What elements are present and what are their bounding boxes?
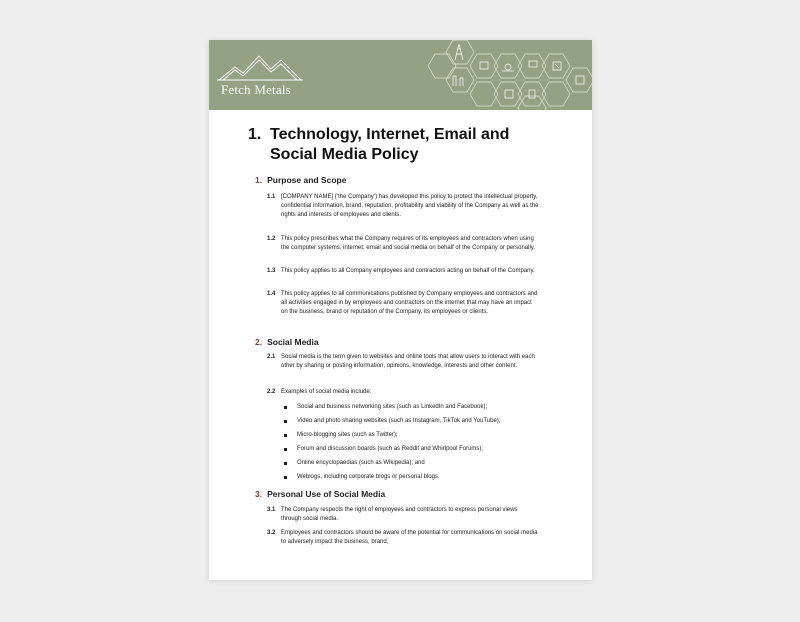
list-item [283, 417, 543, 425]
list-item [283, 403, 543, 411]
paragraph-text: The Company respects the right of employees and contractors to express personal views through social media. [281, 507, 518, 522]
paragraph-number: 3.1 [267, 507, 276, 513]
paragraph [267, 290, 539, 317]
bullet-icon [284, 420, 287, 423]
paragraph-number: 1.1 [267, 194, 276, 200]
brand-name: Fetch Metals [221, 82, 291, 97]
list-item-text: Social and business networking sites (such as LinkedIn and Facebook); [297, 404, 488, 410]
list-item [283, 445, 543, 453]
bullet-icon [284, 406, 287, 409]
list-item-text: Weblogs, including corporate blogs or personal blogs. [297, 474, 440, 480]
paragraph-number: 1.4 [267, 291, 276, 297]
paragraph-number: 3.2 [267, 530, 276, 536]
paragraph-text: This policy applies to all Company employees and contractors acting on behalf of the Company. [281, 268, 535, 274]
bullet-icon [284, 476, 287, 479]
paragraph-text: [COMPANY NAME] (‘the Company’) has developed this policy to protect the intellectual property, confidential information, brand, reputation, profitability and viability of the Company as well as the rights and interests of employees and clients. [281, 194, 539, 218]
paragraph-number: 1.2 [267, 236, 276, 242]
list-item [283, 459, 543, 467]
header-banner [209, 40, 592, 110]
paragraph [267, 388, 539, 397]
paragraph [267, 506, 539, 524]
section-heading [255, 175, 346, 185]
bullet-icon [284, 434, 287, 437]
bullet-icon [284, 462, 287, 465]
section-number: 3. [255, 489, 263, 499]
paragraph [267, 193, 539, 220]
list-item-text: Forum and discussion boards (such as Reddit and Whirlpool Forums); [297, 446, 484, 452]
section-heading [255, 337, 319, 347]
banner-graphic [209, 40, 592, 110]
section-number: 2. [255, 337, 263, 347]
list-item [283, 431, 543, 439]
title-number: 1. [248, 126, 262, 143]
paragraph [267, 267, 539, 276]
title-text: Technology, Internet, Email and Social Media Policy [270, 126, 510, 163]
document-page [209, 40, 592, 580]
list-item [283, 473, 543, 481]
section-heading [255, 489, 385, 499]
paragraph-text: Examples of social media include: [281, 389, 372, 395]
paragraph-text: Social media is the term given to websites and online tools that allow users to interact with each other by sharing or posting information, opinions, knowledge, interests and other content. [281, 354, 535, 369]
paragraph-number: 2.1 [267, 354, 276, 360]
section-title: Purpose and Scope [267, 175, 347, 185]
paragraph-text: This policy prescribes what the Company requires of its employees and contractors when using the computer systems, internet, email and social media on behalf of the Company or personally. [281, 236, 536, 251]
list-item-text: Online encyclopaedias (such as Wikipedia); and [297, 460, 425, 466]
paragraph [267, 529, 539, 547]
section-title: Personal Use of Social Media [267, 489, 386, 499]
paragraph [267, 235, 539, 253]
list-item-text: Video and photo sharing websites (such as Instagram, TikTok and YouTube); [297, 418, 501, 424]
paragraph [267, 353, 539, 371]
paragraph-text: This policy applies to all communications published by Company employees and contractors and all activities engaged in by employees and contractors on the internet that may have an impact on the business, brand or reputation of the Company, its employees or clients. [281, 291, 538, 315]
paragraph-number: 2.2 [267, 389, 276, 395]
bullet-icon [284, 448, 287, 451]
section-title: Social Media [267, 337, 319, 347]
paragraph-text: Employees and contractors should be aware of the potential for communications on social media to adversely impact the business, brand, [281, 530, 538, 545]
paragraph-number: 1.3 [267, 268, 276, 274]
list-item-text: Micro-blogging sites (such as Twitter); [297, 432, 398, 438]
section-number: 1. [255, 175, 263, 185]
